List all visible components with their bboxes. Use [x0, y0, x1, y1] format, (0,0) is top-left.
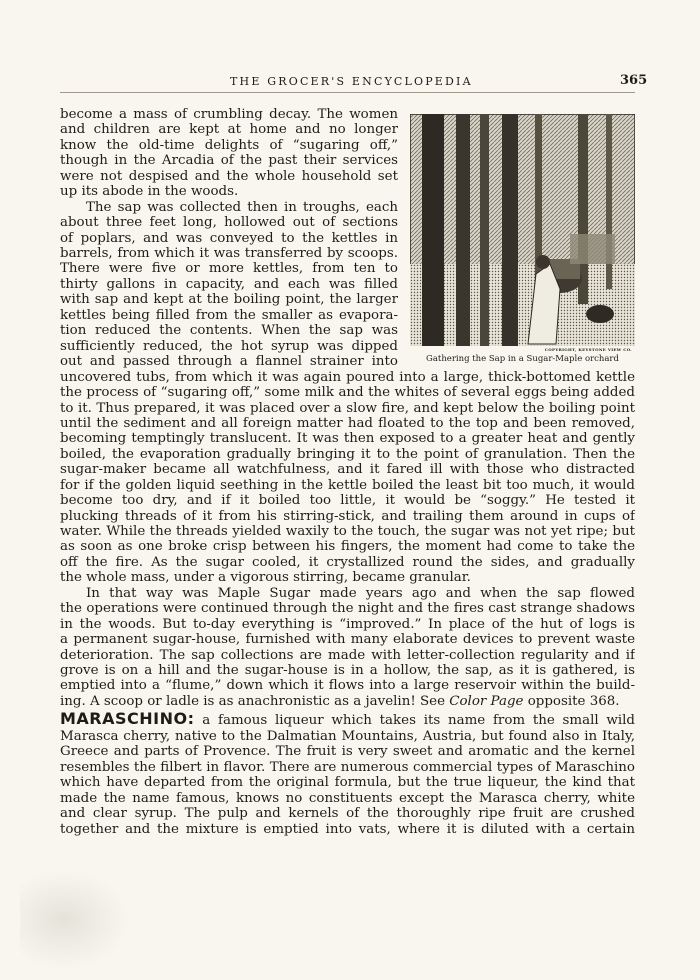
text-line: the whole mass, under a vigorous stirring, became granular.: [60, 570, 471, 586]
text-line: uncovered tubs, from which it was again poured into a large, thick-bottomed kettle: [60, 369, 635, 385]
color-page-link[interactable]: Color Page: [449, 693, 524, 709]
text-line: the operations were continued through the night and the fires cast strange shadows: [60, 601, 635, 617]
text-line: for if the golden liquid seething in the kettle boiled the least bit too much, it would: [60, 477, 635, 493]
text-line: made the name famous, knows no constituents except the Marasca cherry, white: [60, 790, 635, 806]
text-line: up its abode in the woods.: [60, 184, 239, 200]
text-line: a permanent sugar-house, furnished with many elaborate devices to prevent waste: [60, 632, 635, 648]
text-line: becoming temptingly translucent. It was then exposed to a greater heat and gently: [60, 431, 635, 447]
text-line: become too dry, and if it boiled too little, it would be “soggy.” He tested it: [60, 493, 635, 509]
text-line: deterioration. The sap collections are made with letter-collection regularity and if: [60, 647, 635, 663]
page-smudge: [20, 870, 130, 970]
text-line: There were five or more kettles, from ten to: [60, 261, 398, 277]
text-line: sufficiently reduced, the hot syrup was dipped: [60, 338, 398, 354]
text-line: ing. A scoop or ladle is as anachronistic as a javelin! See Color Page opposite 368.: [60, 693, 620, 709]
text-line: the process of “sugaring off,” some milk and the whites of several eggs being added: [60, 385, 635, 401]
text-line: out and passed through a flannel strainer into: [60, 354, 398, 369]
text-line: and clear syrup. The pulp and kernels of the thoroughly ripe fruit are crushed: [60, 806, 635, 822]
text-line: about three feet long, hollowed out of sections: [60, 215, 398, 231]
text-line: kettles being filled from the smaller as evapora-: [60, 307, 398, 323]
text-line: with sap and kept at the boiling point, the larger: [60, 292, 398, 308]
text-line: The sap was collected then in troughs, each: [86, 199, 398, 215]
text-line: until the sediment and all foreign matter had floated to the top and been removed,: [60, 415, 635, 431]
sugar-maple-photo-figure: [410, 114, 635, 364]
see-also-tail: opposite 368.: [523, 693, 620, 709]
text-line: plucking threads of it from his stirring-stick, and trailing them around in cups of: [60, 508, 635, 524]
text-line: Marasca cherry, native to the Dalmatian Mountains, Austria, but found also in Italy,: [60, 729, 635, 744]
wide-text-column: [60, 370, 635, 710]
maraschino-entry: [60, 711, 635, 837]
narrow-text-column: [60, 107, 398, 369]
text-line: together and the mixture is emptied into vats, where it is diluted with a certain: [60, 821, 635, 837]
text-line: to it. Thus prepared, it was placed over a slow fire, and kept below the boiling point: [60, 400, 635, 416]
text-line: In that way was Maple Sugar made years ago and when the sap flowed: [86, 585, 635, 601]
text-line: though in the Arcadia of the past their services: [60, 153, 398, 169]
text-line: off the fire. As the sugar cooled, it crystallized round the sides, and gradually: [60, 554, 635, 570]
entry-term: MARASCHINO:: [60, 711, 195, 728]
text-line: barrels, from which it was transferred by scoops.: [60, 245, 398, 261]
photo-credit: COPYRIGHT, KEYSTONE VIEW CO.: [544, 347, 632, 352]
text-line: tion reduced the contents. When the sap was: [60, 323, 398, 339]
text-line: as soon as one broke crisp between his fingers, the moment had come to take the: [60, 539, 635, 555]
text-line: of poplars, and was conveyed to the kettles in: [60, 230, 398, 246]
text-line: resembles the filbert in flavor. There are numerous commercial types of Maraschino: [60, 759, 635, 775]
text-line: boiled, the evaporation gradually bringing it to the point of granulation. Then the: [60, 446, 635, 462]
text-line: sugar-maker became all watchfulness, and it fared ill with those who distracted: [60, 462, 635, 478]
figure-caption: Gathering the Sap in a Sugar-Maple orchard: [426, 354, 619, 364]
text-line: know the old-time delights of “sugaring off,”: [60, 137, 398, 153]
text-line: grove is on a hill and the sugar-house is in a hollow, the sap, as it is gathered, is: [60, 662, 635, 678]
text-line: water. While the threads yielded waxily to the touch, the sugar was not yet ripe; but: [60, 524, 635, 540]
running-head: THE GROCER'S ENCYCLOPEDIA: [230, 75, 473, 88]
text-line: thirty gallons in capacity, and each was filled: [60, 276, 398, 292]
text-line: become a mass of crumbling decay. The women: [60, 107, 398, 122]
entry-first-line-text: a famous liqueur which takes its name from the small wild: [202, 713, 635, 728]
sugar-maple-photo: [410, 114, 635, 346]
header-rule: [60, 92, 635, 93]
text-line: were not despised and the whole household set: [60, 168, 398, 184]
text-line: emptied into a “flume,” down which it flows into a large reservoir within the build-: [60, 678, 635, 694]
text-line: Greece and parts of Provence. The fruit is very sweet and aromatic and the kernel: [60, 744, 635, 760]
page-number: 365: [620, 73, 648, 88]
text-line: in the woods. But to-day everything is “improved.” In place of the hut of logs is: [60, 616, 635, 632]
text-line: and children are kept at home and no longer: [60, 122, 398, 138]
text-line: which have departed from the original formula, but the true liqueur, the kind that: [60, 775, 635, 791]
entry-first-line: [60, 711, 635, 729]
